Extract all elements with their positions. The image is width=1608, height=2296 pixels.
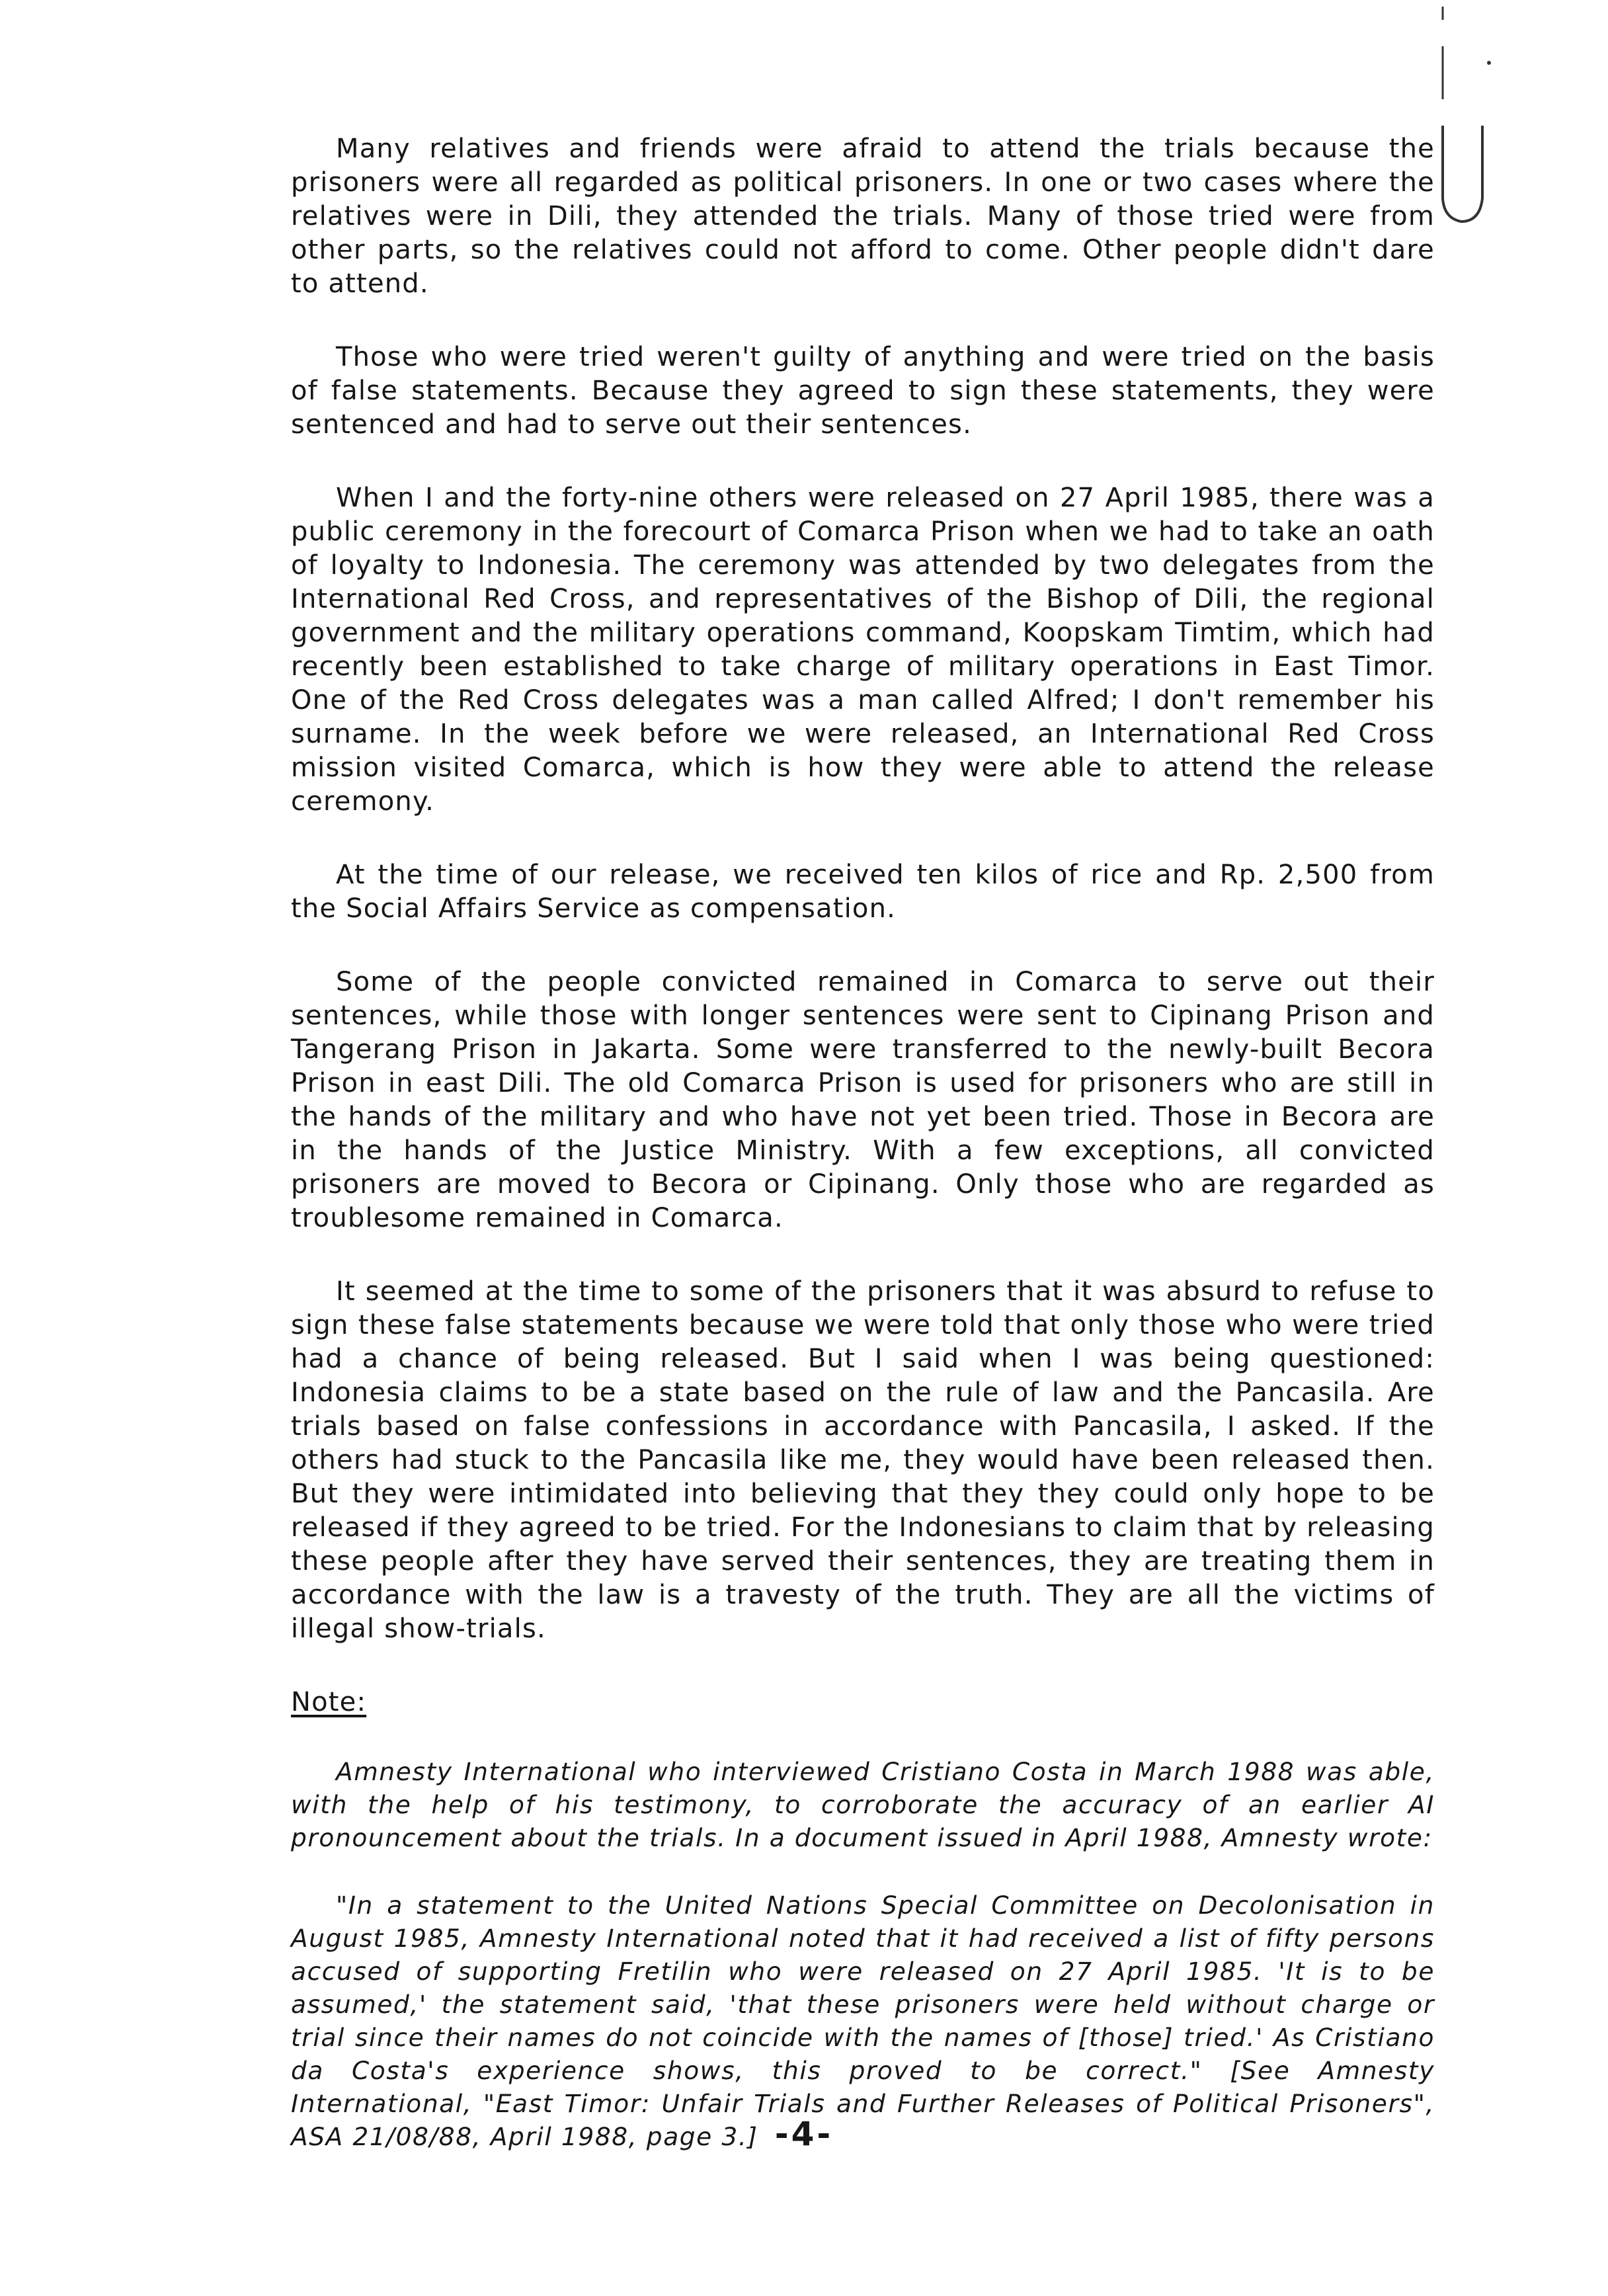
body-paragraph-6: It seemed at the time to some of the prisoners that it was absurd to refuse to sign these false statements because we were told that only those who were tried had a chance of being released. But I said when I was being questioned: Indonesia claims to be a state based on the rule of law and the Pancasila. Are trials based on false confessions in accordance with Pancasila, I asked. If the others had stuck to the Pancasila like me, they would have been released then. But they were intimidated into believing that they they could only hope to be released if they agreed to be tried. For the Indonesians to claim that by releasing these people after they have served their sentences, they are treating them in accordance with the law is a travesty of the truth. They are all the victims of illegal show-trials.: [291, 1276, 1435, 1644]
body-paragraph-5: Some of the people convicted remained in Comarca to serve out their sentences, while those with longer sentences were sent to Cipinang Prison and Tangerang Prison in Jakarta. Some were transferred to the newly-built Becora Prison in east Dili. The old Comarca Prison is used for prisoners who are still in the hands of the military and who have not yet been tried. Those in Becora are in the hands of the Justice Ministry. With a few exceptions, all convicted prisoners are moved to Becora or Cipinang. Only those who are regarded as troublesome remained in Comarca.: [291, 967, 1435, 1233]
page-number: -4-: [774, 2115, 834, 2153]
body-paragraph-1: Many relatives and friends were afraid to attend the trials because the prisoners were all regarded as political prisoners. In one or two cases where the relatives were in Dili, they attended the trials. Many of those tried were from other parts, so the relatives could not afford to come. Other people didn't dare to attend.: [291, 134, 1435, 299]
note-paragraph-1: Amnesty International who interviewed Cristiano Costa in March 1988 was able, with the help of his testimony, to corroborate the accuracy of an earlier AI pronouncement about the trials. In a document issued in April 1988, Amnesty wrote:: [291, 1757, 1435, 1852]
note-paragraph-2: "In a statement to the United Nations Special Committee on Decolonisation in August 1985, Amnesty International noted that it had received a list of fifty persons accused of supporting Fretilin who were released on 27 April 1985. 'It is to be assumed,' the statement said, 'that these prisoners were held without charge or trial since their names do not coincide with the names of [those] tried.' As Cristiano da Costa's experience shows, this proved to be correct." [See Amnesty International, "East Timor: Unfair Trials and Further Releases of Political Prisoners", ASA 21/08/88, April 1988, page 3.]: [291, 1891, 1435, 2151]
note-heading: Note:: [291, 1687, 367, 1717]
body-paragraph-3: When I and the forty-nine others were released on 27 April 1985, there was a public ceremony in the forecourt of Comarca Prison when we had to take an oath of loyalty to Indonesia. The ceremony was attended by two delegates from the International Red Cross, and representatives of the Bishop of Dili, the regional government and the military operations command, Koopskam Timtim, which had recently been established to take charge of military operations in East Timor. One of the Red Cross delegates was a man called Alfred; I don't remember his surname. In the week before we were released, an International Red Cross mission visited Comarca, which is how they were able to attend the release ceremony.: [291, 483, 1435, 817]
body-paragraph-4: At the time of our release, we received ten kilos of rice and Rp. 2,500 from the Social Affairs Service as compensation.: [291, 860, 1435, 924]
body-paragraph-2: Those who were tried weren't guilty of anything and were tried on the basis of false statements. Because they agreed to sign these statements, they were sentenced and had to serve out their sentences.: [291, 342, 1435, 440]
document-page: [291, 132, 1435, 2188]
